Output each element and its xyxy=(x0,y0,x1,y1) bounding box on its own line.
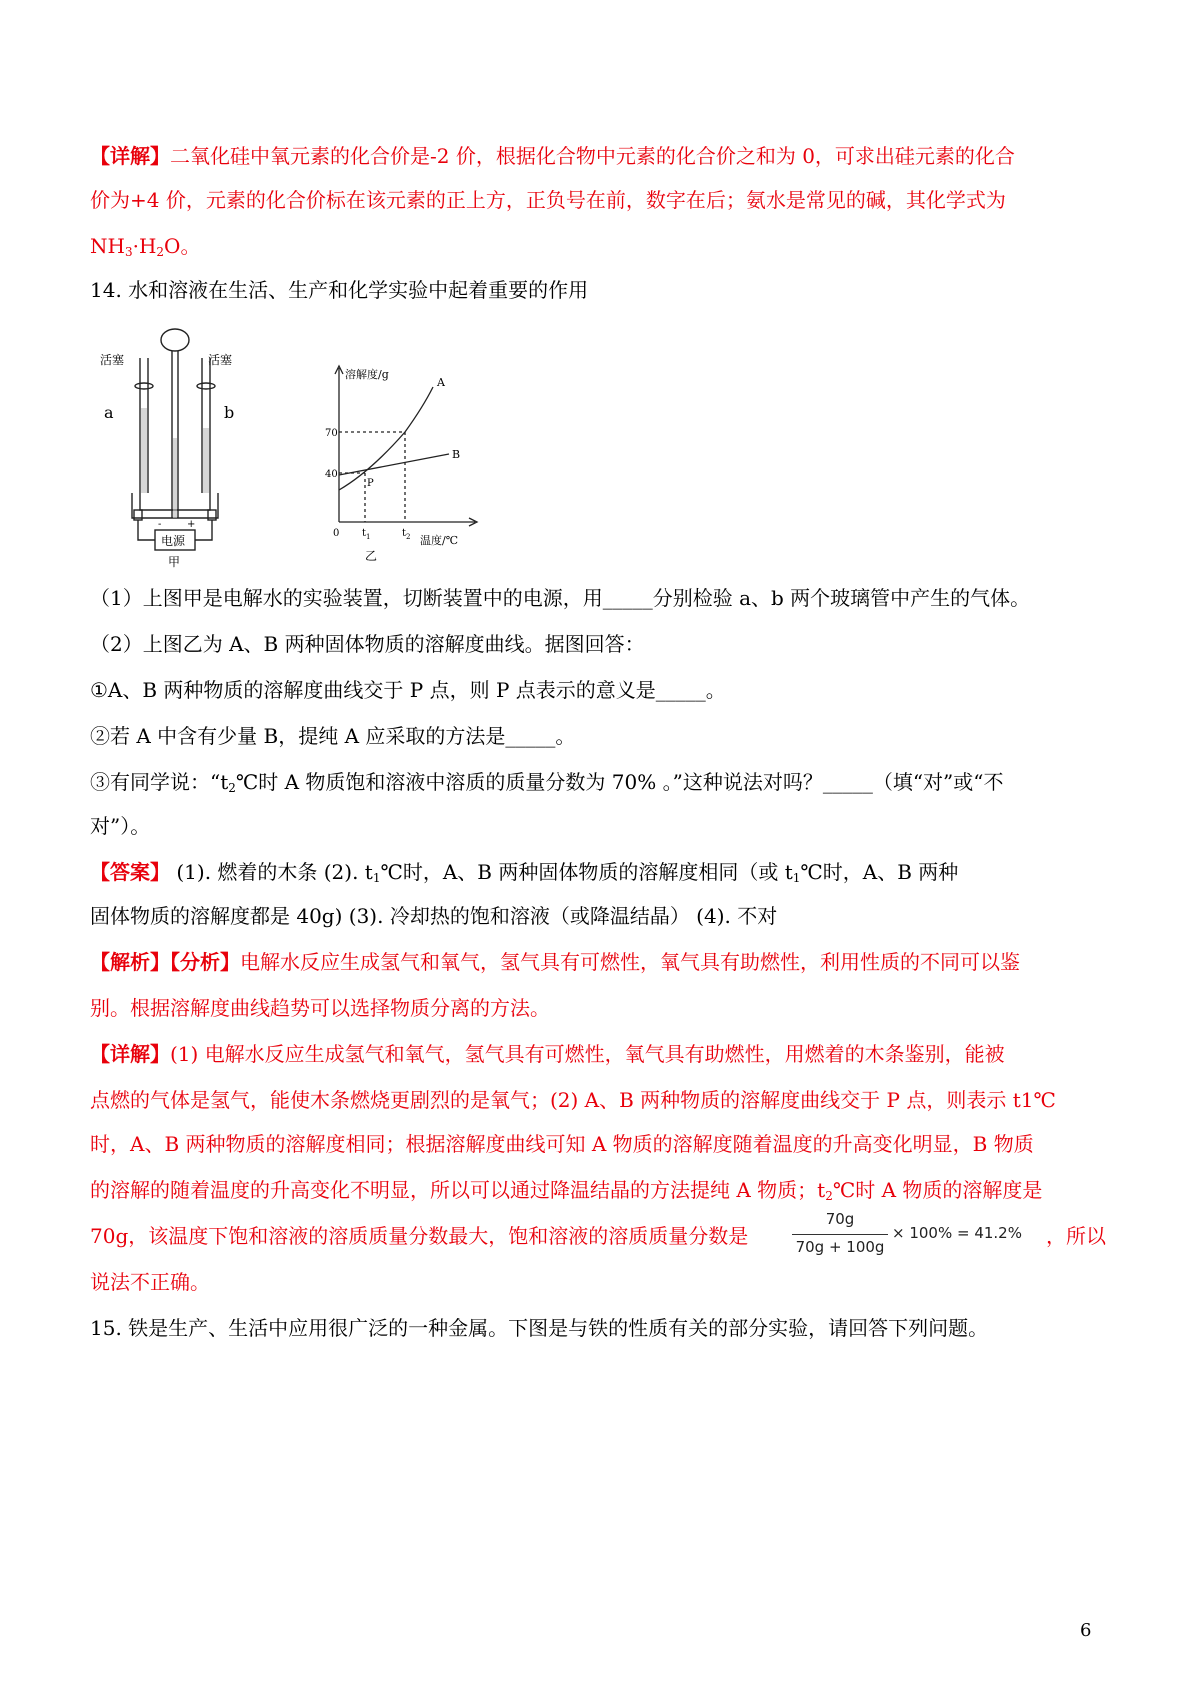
y-tick-70: 70 xyxy=(325,428,338,439)
x-axis-label: 温度/℃ xyxy=(420,534,459,547)
fraction-formula xyxy=(792,1210,1032,1262)
fraction-denominator: 70g + 100g xyxy=(795,1238,885,1256)
answer-line-2: 固体物质的溶解度都是 40g) (3). 冷却热的饱和溶液（或降温结晶） (4). 不对 xyxy=(90,904,778,928)
series-a-label: A xyxy=(437,376,445,389)
point-p-label: P xyxy=(367,478,374,489)
fraction-numerator: 70g xyxy=(825,1210,855,1228)
analysis-tag: 【解析】【分析】 xyxy=(90,950,240,974)
curve-a xyxy=(339,387,433,490)
stopcock-right-label: 活塞 xyxy=(208,353,233,367)
q14-part-2: （2）上图乙为 A、B 两种固体物质的溶解度曲线。据图回答： xyxy=(90,632,645,656)
fraction-bar xyxy=(792,1234,888,1235)
stopcock-left-label: 活塞 xyxy=(100,353,125,367)
tube-a-label: a xyxy=(104,403,114,422)
page-number: 6 xyxy=(1080,1620,1092,1641)
analysis-line-2: 别。根据溶解度曲线趋势可以选择物质分离的方法。 xyxy=(90,996,550,1020)
question-14-stem: 14. 水和溶液在生活、生产和化学实验中起着重要的作用 xyxy=(90,278,589,302)
detail2-line-3: 时，A、B 两种物质的溶解度相同；根据溶解度曲线可知 A 物质的溶解度随着温度的升高变化明显，B 物质 xyxy=(90,1132,1034,1156)
question-15-stem: 15. 铁是生产、生活中应用很广泛的一种金属。下图是与铁的性质有关的部分实验，请回答下列问题。 xyxy=(90,1316,989,1340)
x-tick-t2: $t_2$ xyxy=(402,528,411,541)
minus-sign: - xyxy=(158,519,162,530)
figure-b-caption: 乙 xyxy=(365,549,378,563)
analysis-line-1: 【解析】【分析】电解水反应生成氢气和氧气，氢气具有可燃性，氧气具有助燃性，利用性质的不同可以鉴 xyxy=(90,950,1020,974)
solubility-curve-figure xyxy=(325,362,485,572)
detail2-line-2: 点燃的气体是氢气，能使木条燃烧更剧烈的是氧气；(2) A、B 两种物质的溶解度曲线交于 P 点，则表示 t1℃ xyxy=(90,1088,1056,1112)
q14-sub-1: ①A、B 两种物质的溶解度曲线交于 P 点，则 P 点表示的意义是_____。 xyxy=(90,678,726,702)
y-axis-label: 溶解度/g xyxy=(345,368,389,381)
q14-sub-3: ③有同学说：“$t_2℃$时 A 物质饱和溶液中溶质的质量分数为 70% 。”这种说法对吗？_____（填“对”或“不 xyxy=(90,770,1004,795)
power-label: 电源 xyxy=(161,534,186,548)
detail-line-3: $NH_3\cdot H_2O$。 xyxy=(90,234,201,259)
detail2-line-5: 70g，该温度下饱和溶液的溶质质量分数最大，饱和溶液的溶质质量分数是 xyxy=(90,1224,749,1248)
detail2-line-6: 说法不正确。 xyxy=(90,1270,210,1294)
tube-b-label: b xyxy=(224,403,235,422)
line-b xyxy=(339,454,449,475)
q14-sub-2: ②若 A 中含有少量 B，提纯 A 应采取的方法是_____。 xyxy=(90,724,576,748)
answer-tag: 【答案】 xyxy=(90,860,170,884)
detail-tag: 【详解】 xyxy=(90,144,170,168)
answer-line-1: 【答案】 (1). 燃着的木条 (2). $t_1℃$时，A、B 两种固体物质的溶解度相同（或 $t_1℃$时，A、B 两种 xyxy=(90,860,959,885)
y-tick-40: 40 xyxy=(325,469,338,480)
detail-line-1: 【详解】二氧化硅中氧元素的化合价是-2 价，根据化合物中元素的化合价之和为 0，可求出硅元素的化合 xyxy=(90,144,1015,168)
q14-sub-3-cont: 对”）。 xyxy=(90,814,151,838)
detail2-line-5-end: ，所以 xyxy=(1046,1224,1106,1248)
detail2-tag: 【详解】 xyxy=(90,1042,170,1066)
electrolysis-apparatus-figure xyxy=(100,318,250,568)
fraction-result: × 100% = 41.2% xyxy=(892,1224,1022,1242)
detail-line-2: 价为+4 价，元素的化合价标在该元素的正上方，正负号在前，数字在后；氨水是常见的碱，其化学式为 xyxy=(90,188,1006,212)
plus-sign: + xyxy=(187,519,196,530)
detail2-line-4: 的溶解的随着温度的升高变化不明显，所以可以通过降温结晶的方法提纯 A 物质；$t_2℃$时 A 物质的溶解度是 xyxy=(90,1178,1043,1203)
q14-part-1: （1）上图甲是电解水的实验装置，切断装置中的电源，用_____分别检验 a、b 两个玻璃管中产生的气体。 xyxy=(90,586,1031,610)
detail2-line-1: 【详解】(1) 电解水反应生成氢气和氧气，氢气具有可燃性，氧气具有助燃性，用燃着的木条鉴别，能被 xyxy=(90,1042,1005,1066)
origin-label: 0 xyxy=(333,528,340,539)
x-tick-t1: $t_1$ xyxy=(362,528,371,541)
series-b-label: B xyxy=(452,448,461,461)
figure-a-caption: 甲 xyxy=(168,555,181,568)
